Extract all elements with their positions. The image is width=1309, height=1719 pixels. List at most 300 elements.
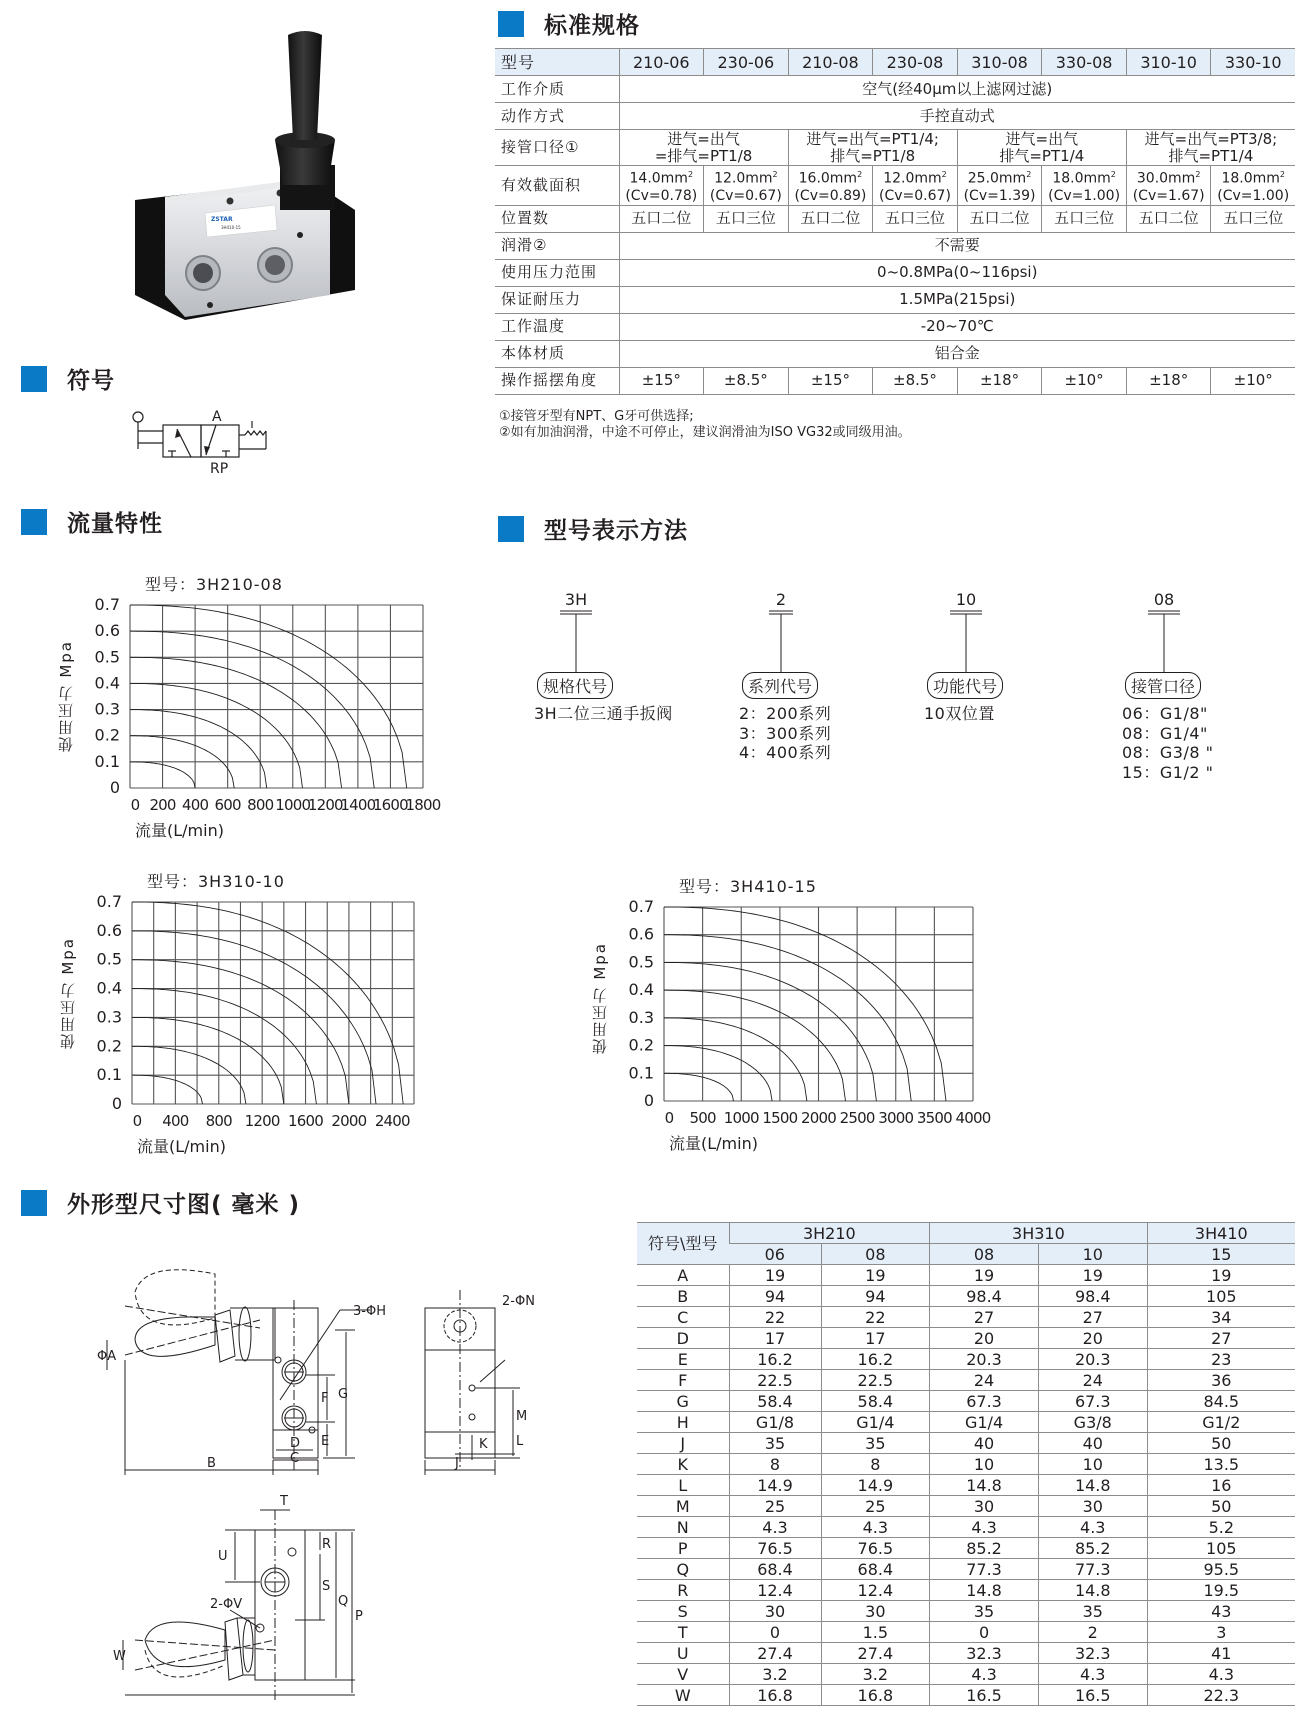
spec-label: 工作介质: [495, 76, 619, 103]
group-header: 3H310: [930, 1223, 1147, 1244]
positions-cell: 五口二位: [788, 205, 873, 232]
dims-symbol: R: [637, 1580, 729, 1601]
dim-label: C: [290, 1451, 300, 1466]
y-tick-label: 0: [111, 1094, 122, 1113]
dims-symbol: Q: [637, 1559, 729, 1580]
order-code-segment: 3H: [564, 590, 588, 609]
dims-value: 20: [930, 1328, 1039, 1349]
y-tick-label: 0: [643, 1091, 654, 1110]
svg-text:ZSTAR: ZSTAR: [211, 216, 233, 223]
section-title: 型号表示方法: [544, 518, 688, 544]
x-tick-label: 2000: [801, 1109, 836, 1127]
group-header: 3H410: [1147, 1223, 1295, 1244]
dims-value: 41: [1147, 1643, 1295, 1664]
chart-title: 型号：3H210-08: [145, 575, 283, 594]
dim-label: Q: [338, 1594, 349, 1609]
dims-value: 20.3: [1038, 1349, 1147, 1370]
spec-label: 润滑②: [495, 232, 619, 259]
section-title: 外形型尺寸图( 毫米 ): [67, 1192, 301, 1218]
dims-value: 23: [1147, 1349, 1295, 1370]
y-tick-label: 0.3: [94, 699, 120, 719]
note-1: ①接管牙型有NPT、G牙可供选择;: [499, 409, 694, 424]
dims-value: 0: [729, 1622, 821, 1643]
dims-row: [637, 1370, 1295, 1391]
y-tick-label: 0.6: [96, 920, 122, 940]
dims-row: [637, 1538, 1295, 1559]
chart-title: 型号：3H410-15: [679, 877, 817, 896]
x-tick-label: 1800: [405, 796, 441, 814]
dim-label: S: [322, 1579, 331, 1594]
dims-value: 14.8: [930, 1580, 1039, 1601]
dims-value: 16.8: [821, 1685, 930, 1706]
dims-value: 94: [729, 1286, 821, 1307]
dims-value: 25: [821, 1496, 930, 1517]
dimension-drawing-front: [95, 1260, 565, 1479]
dims-value: 8: [729, 1454, 821, 1475]
dims-value: 16.2: [729, 1349, 821, 1370]
dims-value: 3: [1147, 1622, 1295, 1643]
effective-area-cell: $30.0mm^2$ (Cv=1.67): [1126, 166, 1211, 206]
x-tick-label: 400: [181, 796, 209, 814]
dims-row: [637, 1349, 1295, 1370]
dims-value: 4.3: [930, 1664, 1039, 1685]
y-tick-label: 0.6: [628, 924, 654, 944]
dims-value: 4.3: [1147, 1664, 1295, 1685]
dims-value: 30: [821, 1601, 930, 1622]
dims-value: 67.3: [1038, 1391, 1147, 1412]
dims-symbol: N: [637, 1517, 729, 1538]
spec-label: 位置数: [495, 205, 619, 232]
dims-value: 43: [1147, 1601, 1295, 1622]
effective-area-cell: $25.0mm^2$ (Cv=1.39): [957, 166, 1042, 206]
dims-value: 14.8: [930, 1475, 1039, 1496]
dims-row: [637, 1559, 1295, 1580]
y-tick-label: 0.1: [628, 1063, 654, 1083]
spec-value: -20~70℃: [619, 313, 1295, 340]
spec-label: 本体材质: [495, 340, 619, 367]
dims-value: 27.4: [729, 1643, 821, 1664]
flow-curve-0.5MPa: [664, 962, 876, 1101]
x-tick-label: 2400: [374, 1112, 410, 1130]
dims-value: 13.5: [1147, 1454, 1295, 1475]
dims-row: [637, 1433, 1295, 1454]
dim-label: K: [479, 1437, 488, 1452]
y-tick-label: 0.5: [96, 949, 122, 969]
dims-value: 50: [1147, 1433, 1295, 1454]
dims-value: 34: [1147, 1307, 1295, 1328]
dims-value: 40: [1038, 1433, 1147, 1454]
dims-value: 4.3: [1038, 1517, 1147, 1538]
dim-label: ΦA: [97, 1349, 117, 1364]
dims-value: 35: [821, 1433, 930, 1454]
dims-value: 32.3: [1038, 1643, 1147, 1664]
order-code-segment: 10: [955, 590, 977, 609]
y-tick-label: 0.5: [628, 952, 654, 972]
model-cell: 330-08: [1042, 49, 1127, 76]
dim-label: R: [322, 1537, 332, 1552]
dims-value: 20: [1038, 1328, 1147, 1349]
effective-area-cell: $18.0mm^2$ (Cv=1.00): [1042, 166, 1127, 206]
spec-label: 接管口径①: [495, 130, 619, 166]
description-line: 15：G1/2 ": [1122, 762, 1214, 782]
dims-value: 16.5: [1038, 1685, 1147, 1706]
dims-symbol: S: [637, 1601, 729, 1622]
dims-symbol: E: [637, 1349, 729, 1370]
effective-area-cell: $14.0mm^2$ (Cv=0.78): [619, 166, 704, 206]
dims-value: G1/4: [930, 1412, 1039, 1433]
dims-value: 20.3: [930, 1349, 1039, 1370]
dim-label: D: [290, 1436, 301, 1451]
y-tick-label: 0.2: [628, 1035, 654, 1055]
y-tick-label: 0.7: [96, 892, 122, 911]
order-code-description: [1122, 704, 1213, 782]
top-view-drawing-icon: [115, 1490, 395, 1715]
dims-value: 4.3: [1038, 1664, 1147, 1685]
swing-angle-cell: ±10°: [1042, 367, 1127, 394]
positions-cell: 五口二位: [619, 205, 704, 232]
x-tick-label: 0: [130, 796, 140, 814]
dims-row: [637, 1517, 1295, 1538]
effective-area-cell: $16.0mm^2$ (Cv=0.89): [788, 166, 873, 206]
spec-value: 空气(经40μm以上滤网过滤): [619, 76, 1295, 103]
dims-symbol: G: [637, 1391, 729, 1412]
dims-row: [637, 1664, 1295, 1685]
dims-value: 50: [1147, 1496, 1295, 1517]
spec-label: 有效截面积: [495, 166, 619, 206]
y-tick-label: 0.6: [94, 621, 120, 641]
x-tick-label: 1200: [307, 796, 343, 814]
dims-symbol: H: [637, 1412, 729, 1433]
x-tick-label: 1000: [723, 1109, 759, 1127]
dims-symbol: D: [637, 1328, 729, 1349]
y-tick-label: 0.1: [94, 751, 120, 771]
dims-symbol: P: [637, 1538, 729, 1559]
y-tick-label: 0.4: [628, 980, 654, 1000]
dims-value: G1/8: [729, 1412, 821, 1433]
dims-value: 85.2: [930, 1538, 1039, 1559]
dims-value: 14.9: [821, 1475, 930, 1496]
dims-value: 105: [1147, 1538, 1295, 1559]
dims-value: 32.3: [930, 1643, 1039, 1664]
dims-value: 0: [930, 1622, 1039, 1643]
swing-angle-cell: ±18°: [1126, 367, 1211, 394]
order-code-description: [924, 704, 995, 724]
dims-row: [637, 1286, 1295, 1307]
dims-value: 3.2: [821, 1664, 930, 1685]
dims-value: 19: [1147, 1265, 1295, 1286]
dims-symbol: L: [637, 1475, 729, 1496]
dims-value: 76.5: [821, 1538, 930, 1559]
dims-value: 10: [930, 1454, 1039, 1475]
model-cell: 330-10: [1211, 49, 1295, 76]
dims-row: [637, 1685, 1295, 1706]
x-axis-label: 流量(L/min): [669, 1134, 758, 1153]
dims-symbol: B: [637, 1286, 729, 1307]
dims-value: 58.4: [821, 1391, 930, 1412]
positions-cell: 五口二位: [957, 205, 1042, 232]
spec-value: 铝合金: [619, 340, 1295, 367]
spec-label: 工作温度: [495, 313, 619, 340]
svg-text:3H410-15: 3H410-15: [221, 225, 241, 230]
dims-value: 22: [821, 1307, 930, 1328]
dims-value: 16.2: [821, 1349, 930, 1370]
dims-value: 4.3: [821, 1517, 930, 1538]
dims-value: 14.9: [729, 1475, 821, 1496]
dim-label: 3-ΦH: [353, 1304, 386, 1319]
dims-value: 30: [1038, 1496, 1147, 1517]
dims-value: 19.5: [1147, 1580, 1295, 1601]
dims-value: 1.5: [821, 1622, 930, 1643]
dims-value: 8: [821, 1454, 930, 1475]
dims-row: [637, 1265, 1295, 1286]
dim-label: M: [516, 1409, 528, 1424]
dims-row: [637, 1454, 1295, 1475]
size-header: 08: [930, 1244, 1039, 1265]
x-tick-label: 2500: [839, 1109, 875, 1127]
dims-value: 27: [1038, 1307, 1147, 1328]
y-tick-label: 0.2: [94, 725, 120, 745]
dims-row: [637, 1391, 1295, 1412]
x-tick-label: 800: [205, 1112, 232, 1130]
dims-value: 5.2: [1147, 1517, 1295, 1538]
section-title: 符号: [67, 368, 115, 394]
description-line: 3：300系列: [739, 723, 832, 743]
order-code-label: 系列代号: [742, 672, 818, 699]
dim-label: G: [338, 1387, 349, 1402]
description-line: 08：G1/4": [1122, 723, 1208, 743]
dims-value: 22.3: [1147, 1685, 1295, 1706]
description-line: 4：400系列: [739, 743, 832, 762]
flow-curve-0.3MPa: [664, 1018, 807, 1101]
dims-value: 24: [930, 1370, 1039, 1391]
y-axis-label: 使用压力 Mpa: [57, 640, 75, 753]
y-tick-label: 0.4: [94, 673, 120, 693]
dim-label: P: [355, 1609, 363, 1624]
chart-title: 型号：3H310-10: [147, 872, 285, 891]
port-rp-label: RP: [210, 461, 229, 477]
dims-symbol: U: [637, 1643, 729, 1664]
dims-value: 68.4: [821, 1559, 930, 1580]
order-code-segment: 08: [1153, 590, 1175, 609]
front-view-drawing-icon: [95, 1260, 565, 1475]
dim-label: 2-ΦV: [210, 1597, 243, 1612]
dims-value: 2: [1038, 1622, 1147, 1643]
dims-value: 22.5: [729, 1370, 821, 1391]
order-code-description: [534, 704, 673, 724]
dims-value: 95.5: [1147, 1559, 1295, 1580]
dim-label: F: [321, 1391, 329, 1406]
x-tick-label: 1500: [762, 1109, 798, 1127]
dim-label: B: [207, 1456, 216, 1471]
dimension-drawing-top: [115, 1490, 395, 1719]
dimensions-table: [637, 1222, 1295, 1706]
dims-symbol: J: [637, 1433, 729, 1454]
dim-label: T: [280, 1494, 288, 1509]
dims-value: 3.2: [729, 1664, 821, 1685]
dims-symbol: F: [637, 1370, 729, 1391]
x-axis-label: 流量(L/min): [135, 821, 224, 840]
x-tick-label: 0: [132, 1112, 142, 1130]
dims-row: [637, 1307, 1295, 1328]
dims-row: [637, 1622, 1295, 1643]
x-tick-label: 400: [162, 1112, 189, 1130]
x-tick-label: 1200: [244, 1112, 280, 1130]
effective-area-cell: $12.0mm^2$ (Cv=0.67): [704, 166, 789, 206]
size-header: 15: [1147, 1244, 1295, 1265]
model-cell: 310-10: [1126, 49, 1211, 76]
section-title: 流量特性: [67, 511, 163, 537]
effective-area-cell: $12.0mm^2$ (Cv=0.67): [873, 166, 958, 206]
effective-area-cell: $18.0mm^2$ (Cv=1.00): [1211, 166, 1295, 206]
dims-value: 27: [930, 1307, 1039, 1328]
positions-cell: 五口三位: [704, 205, 789, 232]
model-cell: 230-08: [873, 49, 958, 76]
model-cell: 310-08: [957, 49, 1042, 76]
dims-value: 58.4: [729, 1391, 821, 1412]
dims-row: [637, 1601, 1295, 1622]
dims-row: [637, 1328, 1295, 1349]
size-header: 08: [821, 1244, 930, 1265]
dims-value: 98.4: [930, 1286, 1039, 1307]
dims-value: 17: [821, 1328, 930, 1349]
dims-symbol: V: [637, 1664, 729, 1685]
order-code-description: [739, 704, 831, 763]
dims-value: 27: [1147, 1328, 1295, 1349]
dims-value: 76.5: [729, 1538, 821, 1559]
dims-symbol: A: [637, 1265, 729, 1286]
x-tick-label: 1400: [340, 796, 376, 814]
positions-cell: 五口二位: [1126, 205, 1211, 232]
y-tick-label: 0.4: [96, 978, 122, 998]
order-code-label: 接管口径: [1125, 672, 1201, 699]
swing-angle-cell: ±8.5°: [704, 367, 789, 394]
section-order-code-header: [498, 512, 688, 545]
dims-value: 68.4: [729, 1559, 821, 1580]
dims-value: 77.3: [930, 1559, 1039, 1580]
spec-value: 1.5MPa(215psi): [619, 286, 1295, 313]
dims-symbol: K: [637, 1454, 729, 1475]
order-code-segment: 2: [775, 590, 787, 609]
dims-value: 67.3: [930, 1391, 1039, 1412]
dims-symbol: W: [637, 1685, 729, 1706]
dim-label: J: [455, 1456, 459, 1471]
dims-value: 16.5: [930, 1685, 1039, 1706]
dims-value: 105: [1147, 1286, 1295, 1307]
dims-value: 12.4: [821, 1580, 930, 1601]
x-tick-label: 600: [214, 796, 241, 814]
dims-value: 17: [729, 1328, 821, 1349]
swing-angle-cell: ±8.5°: [873, 367, 958, 394]
spec-label: 使用压力范围: [495, 259, 619, 286]
dims-header-groups: [637, 1223, 1295, 1244]
x-tick-label: 500: [689, 1109, 716, 1127]
dims-value: 16.8: [729, 1685, 821, 1706]
port-a-label: A: [212, 409, 222, 425]
section-title: 标准规格: [544, 13, 640, 39]
x-tick-label: 1600: [288, 1112, 324, 1130]
x-tick-label: 4000: [955, 1109, 991, 1127]
dims-value: 27.4: [821, 1643, 930, 1664]
dim-label: U: [218, 1549, 228, 1564]
dims-value: 4.3: [930, 1517, 1039, 1538]
description-line: 10双位置: [924, 704, 995, 723]
x-axis-label: 流量(L/min): [137, 1137, 226, 1156]
spec-label: 操作摇摆角度: [495, 367, 619, 394]
swing-angle-cell: ±18°: [957, 367, 1042, 394]
dims-row: [637, 1475, 1295, 1496]
description-line: 2：200系列: [739, 704, 832, 723]
dims-value: 22.5: [821, 1370, 930, 1391]
dims-symbol: T: [637, 1622, 729, 1643]
swing-angle-cell: ±10°: [1211, 367, 1295, 394]
dims-value: 35: [930, 1601, 1039, 1622]
dims-value: 10: [1038, 1454, 1147, 1475]
corner-header: 符号\型号: [637, 1223, 729, 1265]
dims-value: 40: [930, 1433, 1039, 1454]
x-tick-label: 0: [664, 1109, 674, 1127]
y-tick-label: 0.5: [94, 647, 120, 667]
spec-value: 0~0.8MPa(0~116psi): [619, 259, 1295, 286]
spec-value: 手控直动式: [619, 103, 1295, 130]
model-cell: 210-08: [788, 49, 873, 76]
dims-value: 85.2: [1038, 1538, 1147, 1559]
dims-value: 94: [821, 1286, 930, 1307]
spec-value: 不需要: [619, 232, 1295, 259]
group-header: 3H210: [729, 1223, 930, 1244]
spec-label: 动作方式: [495, 103, 619, 130]
y-tick-label: 0: [109, 778, 120, 797]
dims-row: [637, 1496, 1295, 1517]
positions-cell: 五口三位: [873, 205, 958, 232]
x-tick-label: 3500: [916, 1109, 952, 1127]
section-marker-icon: [21, 1190, 47, 1216]
x-tick-label: 800: [247, 796, 274, 814]
dims-value: 35: [1038, 1601, 1147, 1622]
y-tick-label: 0.7: [628, 897, 654, 916]
dims-row: [637, 1643, 1295, 1664]
dims-row: [637, 1580, 1295, 1601]
model-cell: 230-06: [704, 49, 789, 76]
dims-value: G1/4: [821, 1412, 930, 1433]
y-tick-label: 0.3: [628, 1007, 654, 1027]
section-dimensions-header: [21, 1186, 300, 1219]
y-tick-label: 0.3: [96, 1007, 122, 1027]
dims-symbol: C: [637, 1307, 729, 1328]
model-cell: 210-06: [619, 49, 704, 76]
description-line: 08：G3/8 ": [1122, 743, 1214, 762]
size-header: 10: [1038, 1244, 1147, 1265]
note-2: ②如有加油润滑，中途不可停止，建议润滑油为ISO VG32或同级用油。: [499, 425, 911, 440]
positions-cell: 五口三位: [1042, 205, 1127, 232]
dims-value: 98.4: [1038, 1286, 1147, 1307]
spec-value: 进气=出气 =排气=PT1/8: [619, 130, 788, 166]
dims-value: 35: [729, 1433, 821, 1454]
swing-angle-cell: ±15°: [788, 367, 873, 394]
dims-value: 14.8: [1038, 1475, 1147, 1496]
spec-value: 进气=出气=PT1/4; 排气=PT1/8: [788, 130, 957, 166]
dims-value: 14.8: [1038, 1580, 1147, 1601]
dims-symbol: M: [637, 1496, 729, 1517]
positions-cell: 五口三位: [1211, 205, 1295, 232]
y-tick-label: 0.1: [96, 1065, 122, 1085]
section-marker-icon: [498, 516, 524, 542]
dims-value: 77.3: [1038, 1559, 1147, 1580]
x-tick-label: 2000: [331, 1112, 367, 1130]
y-tick-label: 0.7: [94, 595, 120, 614]
order-code-label: 功能代号: [927, 672, 1003, 699]
y-axis-label: 使用压力 Mpa: [591, 942, 609, 1055]
dim-label: W: [113, 1649, 126, 1664]
